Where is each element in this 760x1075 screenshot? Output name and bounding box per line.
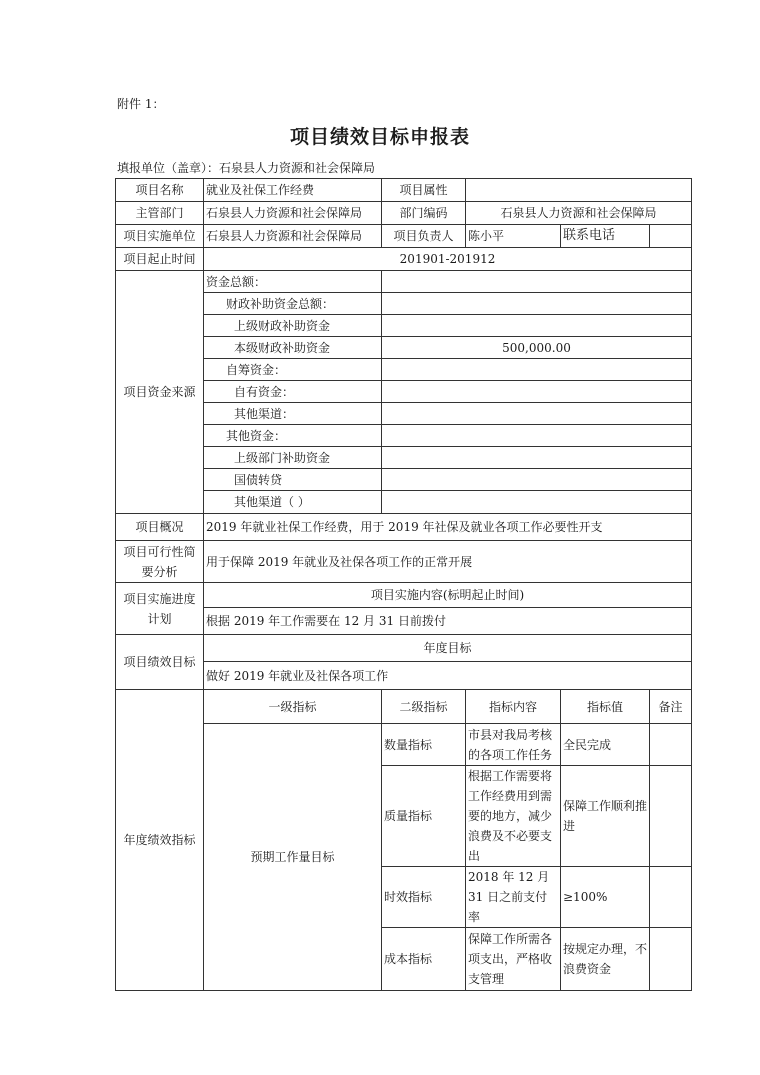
leader-label: 项目负责人	[382, 225, 466, 248]
row-perf-header	[116, 635, 692, 662]
row-feasibility	[116, 541, 692, 583]
indicator-value: 按规定办理，不浪费资金	[561, 928, 650, 991]
fund-name: 国债转贷	[204, 469, 382, 491]
perf-value: 做好 2019 年就业及社保各项工作	[204, 662, 692, 690]
fund-value	[382, 359, 692, 381]
fund-value	[382, 491, 692, 514]
form-title: 项目绩效目标申报表	[289, 126, 470, 148]
leader-value: 陈小平	[466, 225, 561, 248]
filling-unit: 填报单位（盖章）：石泉县人力资源和社会保障局	[117, 161, 376, 175]
header-level1: 一级指标	[204, 690, 382, 724]
fund-value	[382, 403, 692, 425]
indicator-content: 保障工作所需各项支出，严格收支管理	[466, 928, 561, 991]
level2-value: 数量指标	[382, 724, 466, 766]
indicator-note	[650, 724, 692, 766]
period-value: 201901-201912	[204, 248, 692, 271]
impl-unit-value: 石泉县人力资源和社会保障局	[204, 225, 382, 248]
indicator-content: 根据工作需要将工作经费用到需要的地方，减少浪费及不必要支出	[466, 766, 561, 867]
fund-name: 其他资金：	[204, 425, 382, 447]
level1-value: 预期工作量目标	[204, 724, 382, 991]
dept-code-value: 石泉县人力资源和社会保障局	[466, 202, 692, 225]
row-project-name	[116, 179, 692, 202]
fund-name: 其他渠道（ ）	[204, 491, 382, 514]
schedule-value: 根据 2019 年工作需要在 12 月 31 日前拨付	[204, 608, 692, 635]
row-overview	[116, 514, 692, 541]
fund-name: 资金总额：	[204, 271, 382, 293]
fund-value	[382, 447, 692, 469]
project-name-value: 就业及社保工作经费	[204, 179, 382, 202]
funds-label: 项目资金来源	[116, 271, 204, 514]
feasibility-label: 项目可行性简要分析	[116, 541, 204, 583]
phone-value	[650, 225, 692, 248]
fund-name: 上级部门补助资金	[204, 447, 382, 469]
row-dept	[116, 202, 692, 225]
impl-unit-label: 项目实施单位	[116, 225, 204, 248]
fund-name: 上级财政补助资金	[204, 315, 382, 337]
fund-value	[382, 469, 692, 491]
indicator-content: 市县对我局考核的各项工作任务	[466, 724, 561, 766]
fund-value	[382, 315, 692, 337]
indicator-value: 全民完成	[561, 724, 650, 766]
fund-value	[382, 293, 692, 315]
row-period	[116, 248, 692, 271]
fund-name: 自筹资金：	[204, 359, 382, 381]
phone-label: 联系电话	[561, 225, 650, 248]
header-content: 指标内容	[466, 690, 561, 724]
indicator-note	[650, 867, 692, 928]
level2-value: 成本指标	[382, 928, 466, 991]
fund-row	[116, 271, 692, 293]
header-level2: 二级指标	[382, 690, 466, 724]
fund-name: 自有资金：	[204, 381, 382, 403]
project-name-label: 项目名称	[116, 179, 204, 202]
fund-name: 本级财政补助资金	[204, 337, 382, 359]
overview-label: 项目概况	[116, 514, 204, 541]
perf-header: 年度目标	[204, 635, 692, 662]
overview-value: 2019 年就业社保工作经费，用于 2019 年社保及就业各项工作必要性开支	[204, 514, 692, 541]
feasibility-value: 用于保障 2019 年就业及社保各项工作的正常开展	[204, 541, 692, 583]
schedule-label: 项目实施进度计划	[116, 583, 204, 635]
indicator-value: ≥100%	[561, 867, 650, 928]
dept-value: 石泉县人力资源和社会保障局	[204, 202, 382, 225]
period-label: 项目起止时间	[116, 248, 204, 271]
indicator-content: 2018 年 12 月 31 日之前支付率	[466, 867, 561, 928]
header-note: 备注	[650, 690, 692, 724]
indicator-note	[650, 766, 692, 867]
attachment-label: 附件 1：	[117, 97, 165, 111]
fund-value: 500,000.00	[382, 337, 692, 359]
project-attr-label: 项目属性	[382, 179, 466, 202]
indicator-note	[650, 928, 692, 991]
indicator-value: 保障工作顺利推进	[561, 766, 650, 867]
dept-code-label: 部门编码	[382, 202, 466, 225]
annual-label: 年度绩效指标	[116, 690, 204, 991]
row-impl-unit	[116, 225, 692, 248]
fund-value	[382, 425, 692, 447]
fund-name: 其他渠道：	[204, 403, 382, 425]
level2-value: 时效指标	[382, 867, 466, 928]
fund-value	[382, 271, 692, 293]
perf-label: 项目绩效目标	[116, 635, 204, 690]
performance-form-table	[115, 178, 692, 991]
schedule-header: 项目实施内容(标明起止时间)	[204, 583, 692, 608]
dept-label: 主管部门	[116, 202, 204, 225]
header-value: 指标值	[561, 690, 650, 724]
fund-name: 财政补助资金总额：	[204, 293, 382, 315]
row-schedule-header	[116, 583, 692, 608]
annual-header-row	[116, 690, 692, 724]
level2-value: 质量指标	[382, 766, 466, 867]
project-attr-value	[466, 179, 692, 202]
fund-value	[382, 381, 692, 403]
